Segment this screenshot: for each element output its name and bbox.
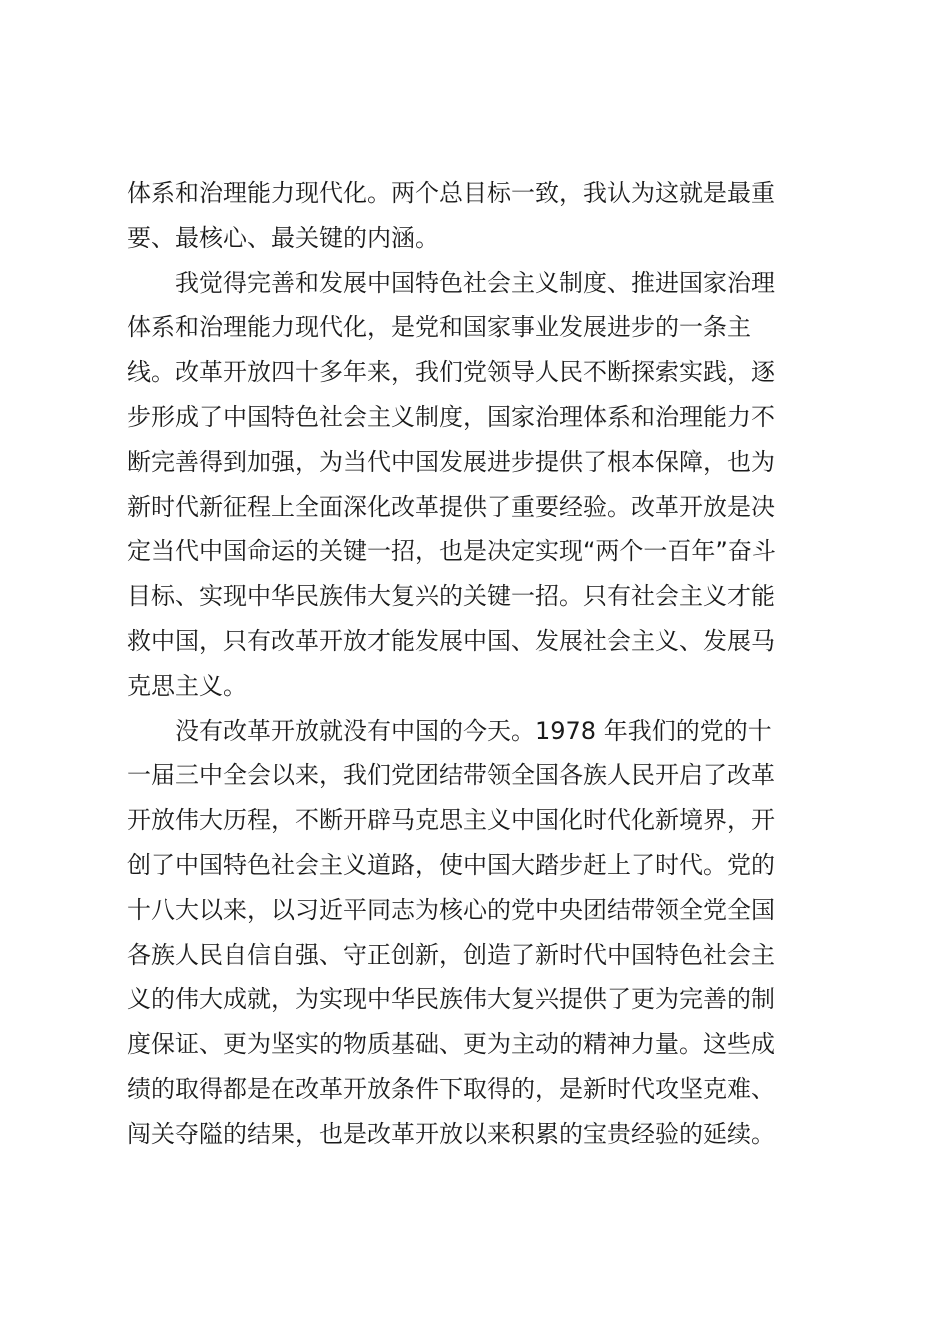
text-line: 断完善得到加强，为当代中国发展进步提供了根本保障，也为 bbox=[127, 447, 775, 476]
text-line: 义的伟大成就，为实现中华民族伟大复兴提供了更为完善的制 bbox=[127, 985, 775, 1014]
text-line: 没有改革开放就没有中国的今天。1978 年我们的党的十 bbox=[175, 716, 772, 745]
text-line: 体系和治理能力现代化，是党和国家事业发展进步的一条主 bbox=[127, 313, 751, 342]
text-line: 创了中国特色社会主义道路，使中国大踏步赶上了时代。党的 bbox=[127, 850, 775, 879]
text-line: 新时代新征程上全面深化改革提供了重要经验。改革开放是决 bbox=[127, 492, 775, 521]
text-line: 十八大以来，以习近平同志为核心的党中央团结带领全党全国 bbox=[127, 895, 775, 924]
text-line: 线。改革开放四十多年来，我们党领导人民不断探索实践，逐 bbox=[127, 358, 775, 387]
text-line: 一届三中全会以来，我们党团结带领全国各族人民开启了改革 bbox=[127, 761, 775, 790]
text-line: 各族人民自信自强、守正创新，创造了新时代中国特色社会主 bbox=[127, 940, 775, 969]
paragraph-reform-system bbox=[127, 261, 821, 709]
document-body bbox=[127, 171, 821, 1157]
text-line: 定当代中国命运的关键一招，也是决定实现“两个一百年”奋斗 bbox=[127, 537, 776, 566]
text-line: 绩的取得都是在改革开放条件下取得的，是新时代攻坚克难、 bbox=[127, 1074, 775, 1103]
paragraph-reform-history bbox=[127, 709, 821, 1157]
text-line: 目标、实现中华民族伟大复兴的关键一招。只有社会主义才能 bbox=[127, 582, 775, 611]
text-line: 开放伟大历程，不断开辟马克思主义中国化时代化新境界，开 bbox=[127, 806, 775, 835]
text-line: 步形成了中国特色社会主义制度，国家治理体系和治理能力不 bbox=[127, 402, 775, 431]
text-line: 闯关夺隘的结果，也是改革开放以来积累的宝贵经验的延续。 bbox=[127, 1119, 775, 1148]
text-line: 度保证、更为坚实的物质基础、更为主动的精神力量。这些成 bbox=[127, 1030, 775, 1059]
text-line: 我觉得完善和发展中国特色社会主义制度、推进国家治理 bbox=[175, 268, 775, 297]
text-line: 克思主义。 bbox=[127, 671, 247, 700]
text-line: 体系和治理能力现代化。两个总目标一致，我认为这就是最重 bbox=[127, 179, 775, 207]
text-line: 救中国，只有改革开放才能发展中国、发展社会主义、发展马 bbox=[127, 626, 775, 655]
paragraph-continued bbox=[127, 171, 821, 261]
text-line: 要、最核心、最关键的内涵。 bbox=[127, 223, 439, 252]
